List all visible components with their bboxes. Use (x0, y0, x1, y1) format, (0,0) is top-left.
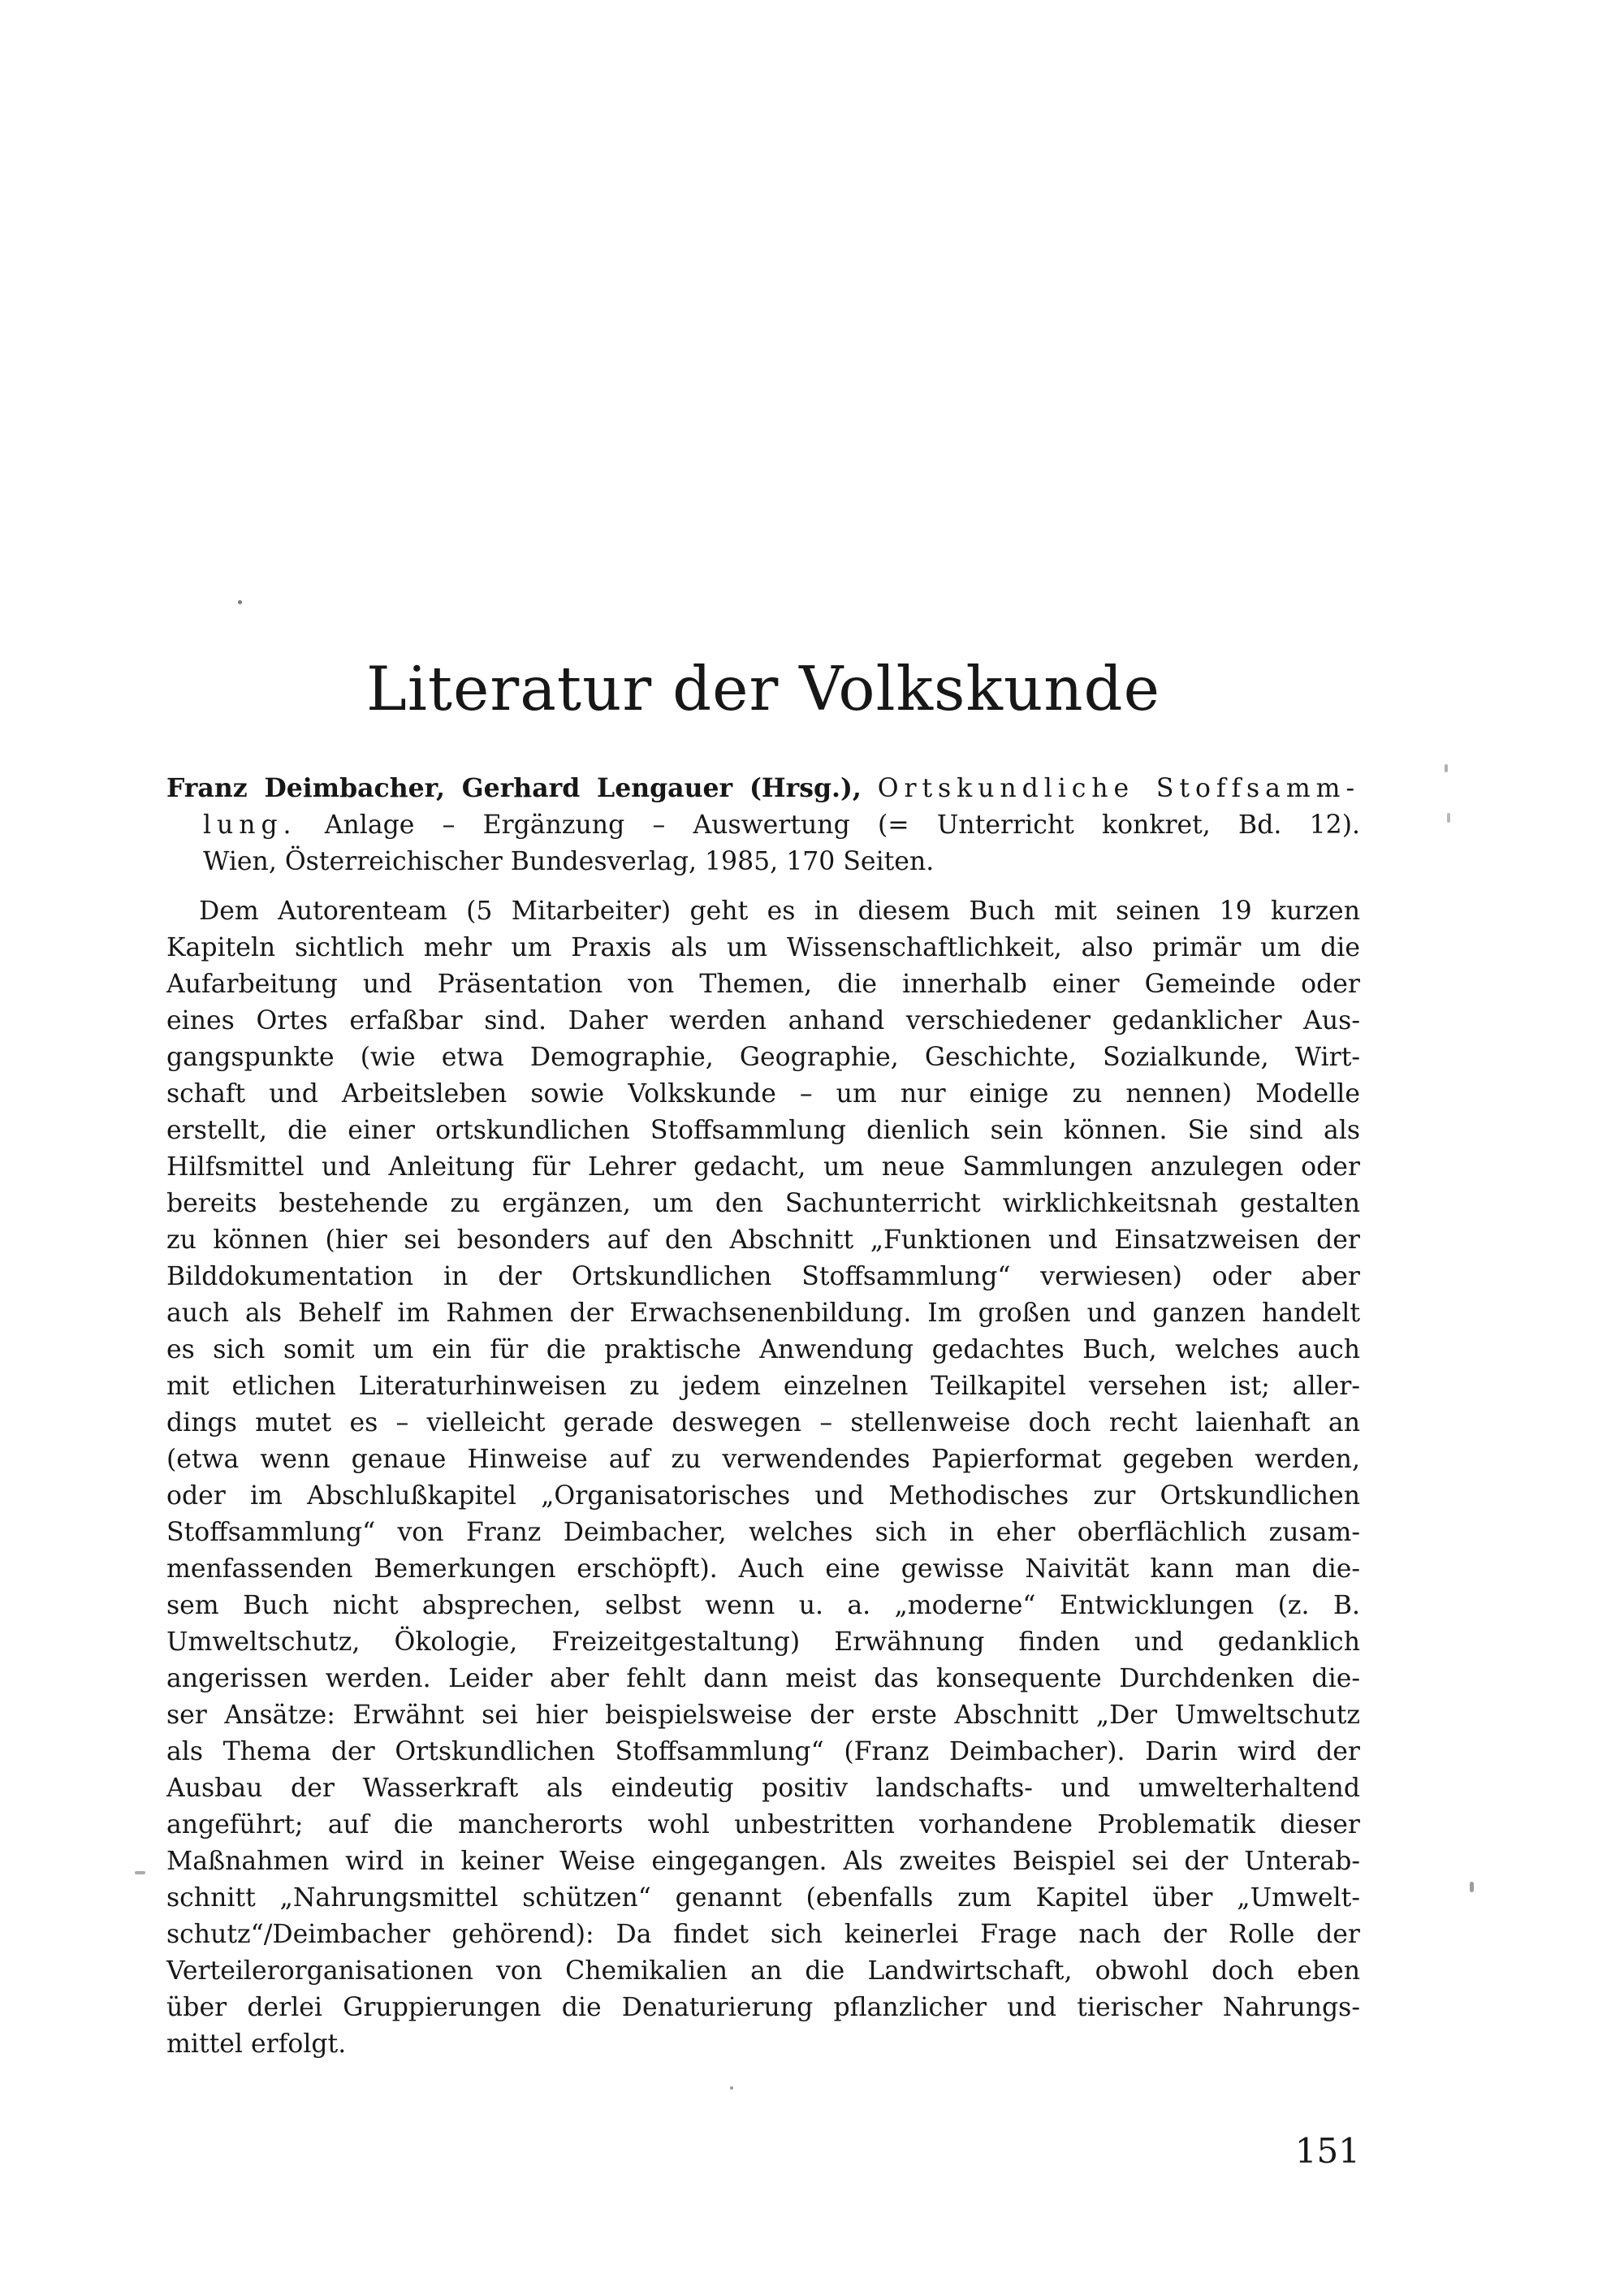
review-line: schutz“/Deimbacher gehörend): Da findet sich keinerlei Frage nach der Rolle der (166, 1920, 1360, 1949)
review-line: mit etlichen Literaturhinweisen zu jedem einzelnen Teilkapitel versehen ist; aller- (166, 1372, 1360, 1401)
review-line: Kapiteln sichtlich mehr um Praxis als um Wissenschaftlichkeit, also primär um die (166, 933, 1360, 962)
review-line: erstellt, die einer ortskundlichen Stoffsammlung dienlich sein können. Sie sind als (166, 1116, 1360, 1145)
bibliography-line-2 (166, 807, 1360, 844)
review-line: Maßnahmen wird in keiner Weise eingegangen. Als zweites Beispiel sei der Unterab- (166, 1847, 1360, 1876)
review-line: angerissen werden. Leider aber fehlt dann meist das konsequente Durchdenken die- (166, 1664, 1360, 1693)
review-line: schaft und Arbeitsleben sowie Volkskunde – um nur einige zu nennen) Modelle (166, 1079, 1360, 1109)
bibliography-authors: Franz Deimbacher, Gerhard Lengauer (Hrsg.), (166, 773, 862, 803)
page-title: Literatur der Volkskunde (366, 653, 1160, 724)
scan-artifact (135, 1871, 145, 1874)
scan-artifact (1445, 764, 1448, 772)
review-line: als Thema der Ortskundlichen Stoffsammlung“ (Franz Deimbacher). Darin wird der (166, 1737, 1360, 1766)
review-line: Ausbau der Wasserkraft als eindeutig positiv landschafts- und umwelterhaltend (166, 1774, 1360, 1803)
review-line: eines Ortes erfaßbar sind. Daher werden anhand verschiedener gedanklicher Aus- (166, 1006, 1360, 1035)
review-line: oder im Abschlußkapitel „Organisatorisches und Methodisches zur Ortskundlichen (166, 1481, 1360, 1511)
review-text (166, 893, 1360, 2063)
scan-artifact (730, 2086, 733, 2090)
review-line: menfassenden Bemerkungen erschöpft). Auch eine gewisse Naivität kann man die- (166, 1554, 1360, 1584)
review-line: bereits bestehende zu ergänzen, um den Sachunterricht wirklichkeitsnah gestalten (166, 1189, 1360, 1218)
review-line: Hilfsmittel und Anleitung für Lehrer gedacht, um neue Sammlungen anzulegen oder (166, 1152, 1360, 1182)
scan-artifact (1470, 1882, 1474, 1892)
review-line: Dem Autorenteam (5 Mitarbeiter) geht es in diesem Buch mit seinen 19 kurzen (199, 897, 1360, 926)
review-line: Umweltschutz, Ökologie, Freizeitgestaltung) Erwähnung finden und gedanklich (166, 1627, 1360, 1657)
review-line: angeführt; auf die mancherorts wohl unbestritten vorhandene Problematik dieser (166, 1810, 1360, 1839)
review-line: über derlei Gruppierungen die Denaturierung pflanzlicher und tierischer Nahrungs- (166, 1993, 1360, 2022)
bibliography-subtitle: Anlage – Ergänzung – Auswertung (= Unterricht konkret, Bd. 12). (324, 810, 1360, 840)
review-line: Verteilerorganisationen von Chemikalien an die Landwirtschaft, obwohl doch eben (166, 1956, 1360, 1986)
review-line: gangspunkte (wie etwa Demographie, Geographie, Geschichte, Sozialkunde, Wirt- (166, 1043, 1360, 1072)
review-line: (etwa wenn genaue Hinweise auf zu verwendendes Papierformat gegeben werden, (166, 1445, 1360, 1474)
scan-artifact (1447, 813, 1450, 823)
review-line: Stoffsammlung“ von Franz Deimbacher, welches sich in eher oberflächlich zusam- (166, 1518, 1360, 1547)
review-line: sem Buch nicht absprechen, selbst wenn u. a. „moderne“ Entwicklungen (z. B. (166, 1591, 1360, 1620)
bibliography-work-title: Ortskundliche Stoffsamm- (877, 774, 1361, 803)
page-number: 151 (1294, 2131, 1360, 2171)
review-line: zu können (hier sei besonders auf den Abschnitt „Funktionen und Einsatzweisen der (166, 1225, 1360, 1255)
bibliography-imprint: Wien, Österreichischer Bundesverlag, 1985, 170 Seiten. (203, 847, 935, 876)
review-line: schnitt „Nahrungsmittel schützen“ genannt (ebenfalls zum Kapitel über „Umwelt- (166, 1883, 1360, 1913)
review-line: es sich somit um ein für die praktische Anwendung gedachtes Buch, welches auch (166, 1335, 1360, 1364)
review-line: auch als Behelf im Rahmen der Erwachsenenbildung. Im großen und ganzen handelt (166, 1299, 1360, 1328)
review-line: mittel erfolgt. (166, 2029, 347, 2059)
bibliography-line-1 (166, 770, 1360, 807)
review-line: dings mutet es – vielleicht gerade deswegen – stellenweise doch recht laienhaft an (166, 1408, 1360, 1437)
bibliography-entry (166, 770, 1360, 880)
scan-artifact (238, 600, 242, 604)
review-line: Aufarbeitung und Präsentation von Themen, die innerhalb einer Gemeinde oder (166, 970, 1360, 999)
review-line: Bilddokumentation in der Ortskundlichen Stoffsammlung“ verwiesen) oder aber (166, 1262, 1360, 1291)
bibliography-work-title-continuation: lung. (203, 810, 297, 840)
review-line: ser Ansätze: Erwähnt sei hier beispielsweise der erste Abschnitt „Der Umweltschutz (166, 1701, 1360, 1730)
